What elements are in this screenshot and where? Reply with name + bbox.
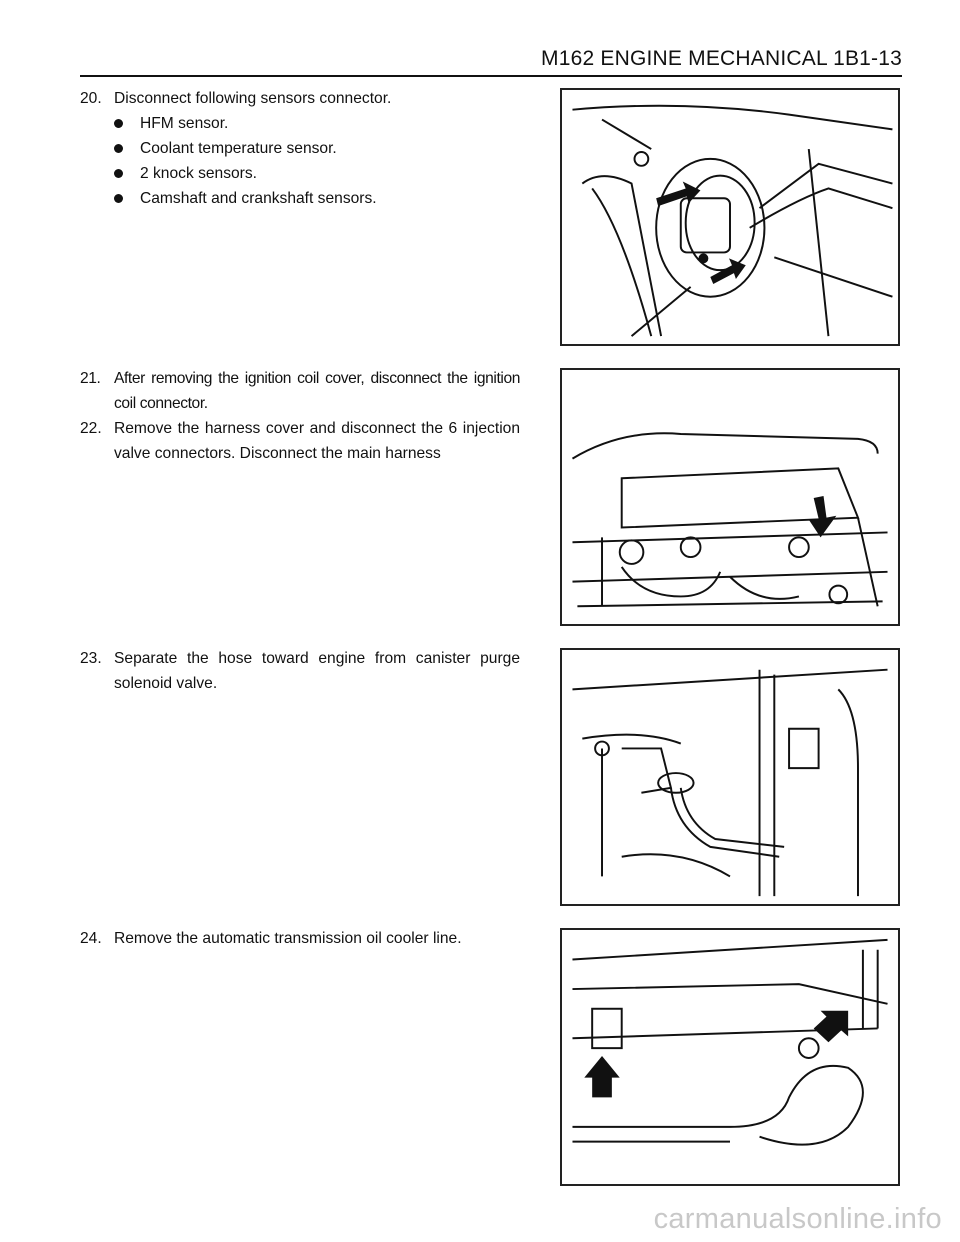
step-number: 23.: [80, 650, 102, 667]
list-item: HFM sensor.: [114, 111, 514, 136]
list-item: 2 knock sensors.: [114, 161, 514, 186]
step-22: [80, 416, 520, 466]
arrow-icon: [584, 1056, 619, 1097]
bullet-icon: [114, 169, 123, 178]
step-number: 20.: [80, 90, 102, 107]
bullet-icon: [114, 194, 123, 203]
step-text: After removing the ignition coil cover, disconnect the ignition coil connector.: [114, 370, 520, 412]
step-number: 22.: [80, 420, 102, 437]
engine-illustration-4: [562, 930, 898, 1184]
page-header-title: M162 ENGINE MECHANICAL 1B1-13: [541, 47, 902, 70]
step-23: [80, 646, 520, 696]
step-text: Disconnect following sensors connector.: [114, 90, 392, 107]
engine-illustration-2: [562, 370, 898, 624]
step-21: [80, 366, 520, 416]
bullet-icon: [114, 119, 123, 128]
sensor-list: [114, 111, 514, 211]
step-number: 21.: [80, 370, 101, 387]
figure-oil-cooler-line: [560, 928, 900, 1186]
list-item: Coolant temperature sensor.: [114, 136, 514, 161]
step-number: 24.: [80, 930, 102, 947]
step-text: Remove the harness cover and disconnect the 6 injection valve connectors. Disconnect the main harness: [114, 420, 520, 462]
engine-illustration-3: [562, 650, 898, 904]
watermark-text: carmanualsonline.info: [653, 1203, 942, 1235]
bullet-icon: [114, 144, 123, 153]
figure-canister-hose: [560, 648, 900, 906]
figure-harness-cover: [560, 368, 900, 626]
step-text: Separate the hose toward engine from canister purge solenoid valve.: [114, 650, 520, 692]
step-24: [80, 926, 520, 951]
step-20: [80, 86, 520, 111]
list-item: Camshaft and crankshaft sensors.: [114, 186, 514, 211]
step-text: Remove the automatic transmission oil cooler line.: [114, 930, 462, 947]
header-divider: [80, 75, 902, 77]
arrow-icon: [809, 496, 837, 537]
figure-hfm-sensor: [560, 88, 900, 346]
arrow-icon: [814, 1011, 848, 1043]
engine-illustration-1: [562, 90, 898, 344]
